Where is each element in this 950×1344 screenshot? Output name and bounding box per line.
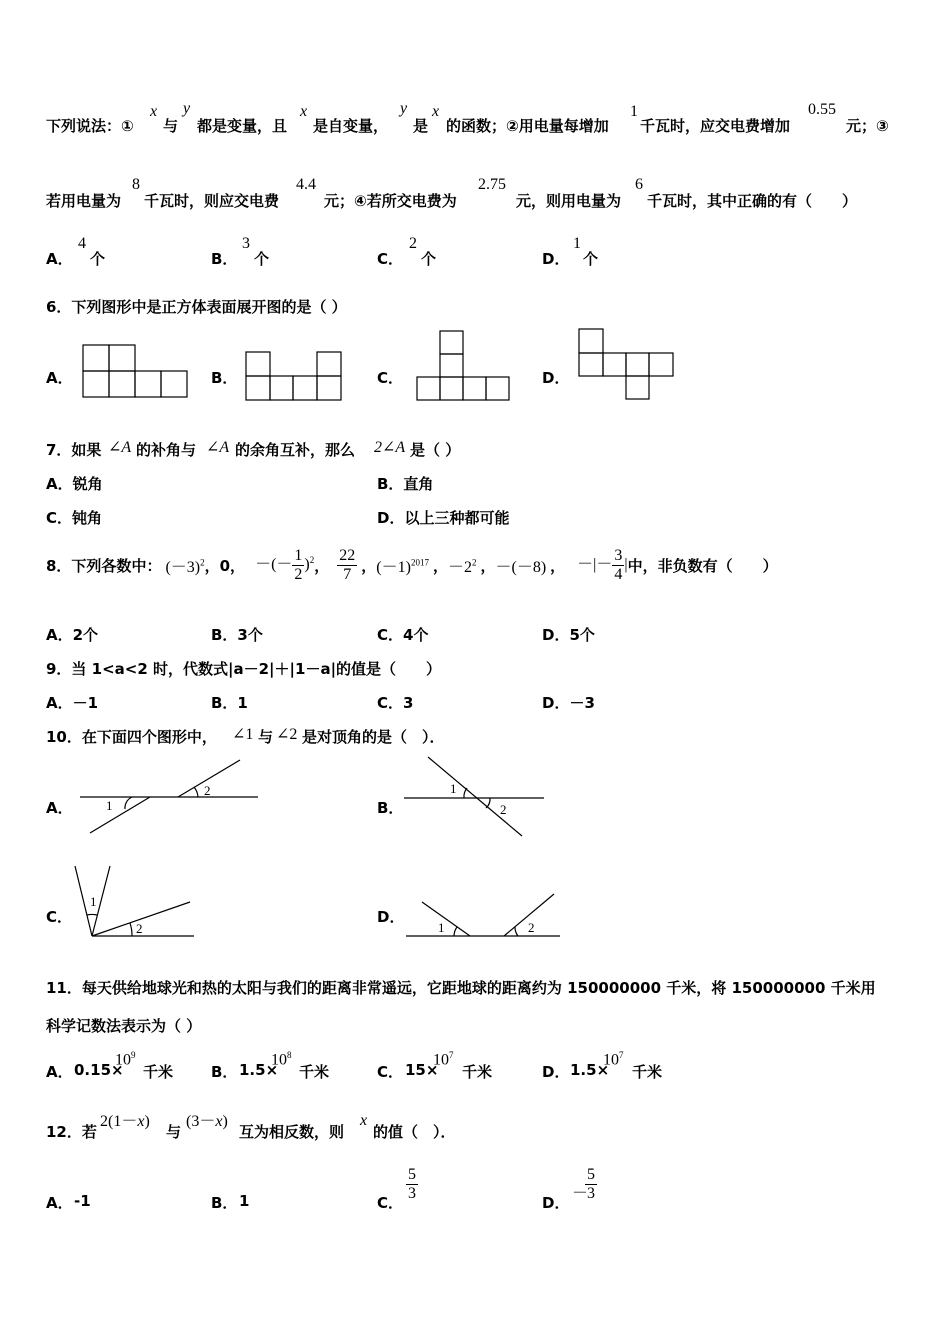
- option-value: 1: [573, 235, 581, 252]
- q7-option-a[interactable]: A．锐角: [46, 475, 103, 493]
- q5-yu: 与: [163, 117, 179, 135]
- minus-sign: －: [572, 1185, 589, 1202]
- q5-p5: 千瓦时，应交电费增加: [640, 117, 791, 135]
- comma: ，: [432, 556, 448, 575]
- q5-p4: 的函数；②用电量每增加: [446, 117, 609, 135]
- var-x: x: [300, 103, 308, 120]
- num-275: 2.75: [478, 176, 506, 193]
- q8-p1: 8．下列各数中：: [46, 556, 162, 575]
- net-figure-a: [82, 344, 188, 398]
- q9-option-d[interactable]: D．－3: [542, 694, 595, 712]
- expr-2-1-minus-x: 2(1－x): [100, 1113, 150, 1130]
- angle-mark-1: 1: [438, 920, 445, 935]
- angle-mark-2: 2: [500, 802, 507, 817]
- q8-line: [46, 540, 778, 590]
- q10-label-d[interactable]: D．: [377, 908, 405, 926]
- expr-3-minus-x: (3－x): [186, 1113, 228, 1130]
- num-055: 0.55: [808, 101, 836, 118]
- angle-mark-1: 1: [106, 798, 113, 813]
- option-unit: 个: [583, 250, 599, 268]
- net-figure-b: [245, 351, 342, 401]
- num-6: 6: [635, 176, 643, 193]
- option-unit: 千米: [632, 1063, 663, 1081]
- option-coef: 1.5×: [570, 1061, 610, 1079]
- q6-label-c[interactable]: C．: [377, 369, 404, 387]
- q10-label-a[interactable]: A．: [46, 799, 73, 817]
- option-label: D．: [542, 1194, 570, 1212]
- q5-l2d: 元，则用电量为: [516, 192, 622, 210]
- q8-option-b[interactable]: B．3个: [211, 626, 263, 644]
- angle-figure-d: [404, 890, 562, 940]
- option-label: A．: [46, 250, 73, 268]
- q7-option-d[interactable]: D．以上三种都可能: [377, 509, 510, 527]
- option-unit: 千米: [462, 1063, 493, 1081]
- q5-l2c: 元；④若所交电费为: [324, 192, 457, 210]
- option-unit: 个: [254, 250, 270, 268]
- q9-option-b[interactable]: B．1: [211, 694, 248, 712]
- angle-mark-2: 2: [136, 921, 143, 936]
- q5-p2: 都是变量，且: [197, 117, 288, 135]
- expr-neg-neg8: －(－8): [495, 558, 547, 576]
- q12-p2: 互为相反数，则: [239, 1123, 345, 1141]
- angle-figure-a: [80, 758, 260, 836]
- angle-2a: 2∠A: [374, 439, 406, 456]
- angle-figure-c: [72, 862, 196, 940]
- q7-p1: 7．如果: [46, 441, 102, 459]
- q5-l2e: 千瓦时，其中正确的有（ ）: [647, 192, 858, 210]
- angle-1: ∠1: [232, 726, 254, 743]
- option-power: $10^9$: [115, 1050, 136, 1069]
- num-8: 8: [132, 176, 140, 193]
- angle-2: ∠2: [276, 726, 298, 743]
- angle-mark-2: 2: [204, 783, 211, 798]
- q12-p3: 的值（ ）．: [373, 1123, 456, 1141]
- option-unit: 千米: [299, 1063, 330, 1081]
- q10-p2: 是对顶角的是（ ）．: [302, 728, 445, 746]
- expr-neg-half-sq: －(－ $\frac{1}{2}$ )$^2$: [255, 546, 315, 583]
- net-figure-c: [416, 330, 510, 402]
- option-value: 4: [78, 235, 86, 252]
- var-x: x: [360, 1112, 368, 1129]
- option-unit: 千米: [143, 1063, 174, 1081]
- option-coef: 1.5×: [239, 1061, 279, 1079]
- q6-label-a[interactable]: A．: [46, 369, 73, 387]
- expr-neg3-sq: $(-3)^2$: [165, 557, 205, 576]
- option-label: B．: [211, 1063, 238, 1081]
- q10-label-c[interactable]: C．: [46, 908, 73, 926]
- angle-mark-2: 2: [528, 920, 535, 935]
- option-label: A．: [46, 1194, 73, 1212]
- q5-l2a: 若用电量为: [46, 192, 122, 210]
- q11-line1: 11．每天供给地球光和热的太阳与我们的距离非常遥远，它距地球的距离约为 150000000 千米，将 150000000 千米用: [46, 979, 876, 997]
- net-figure-d: [578, 328, 674, 400]
- option-unit: 个: [90, 250, 106, 268]
- option-coef: 0.15×: [74, 1061, 124, 1079]
- q9-option-c[interactable]: C．3: [377, 694, 414, 712]
- q8-zero: ，0，: [204, 556, 246, 575]
- var-y: y: [400, 100, 408, 117]
- q10-yu: 与: [258, 728, 274, 746]
- angle-figure-b: [404, 756, 546, 838]
- q11-line2: 科学记数法表示为（ ）: [46, 1017, 202, 1035]
- option-label: D．: [542, 250, 570, 268]
- option-value: 1: [239, 1192, 250, 1210]
- option-unit: 个: [421, 250, 437, 268]
- q8-option-a[interactable]: A．2个: [46, 626, 99, 644]
- option-label: A．: [46, 1063, 73, 1081]
- q5-shi: 是: [413, 117, 429, 135]
- q8-p2: 中，非负数有（ ）: [627, 556, 778, 575]
- var-x: x: [432, 103, 440, 120]
- q6-label-d[interactable]: D．: [542, 369, 570, 387]
- q9-option-a[interactable]: A．－1: [46, 694, 99, 712]
- expr-22-7: $\frac{22}{7}$: [339, 546, 356, 583]
- expr-neg1-pow: $(-1)^{2017}$: [376, 557, 429, 576]
- fraction-5-3: $\frac{5}{3}$: [408, 1166, 416, 1202]
- q8-option-c[interactable]: C．4个: [377, 626, 429, 644]
- option-label: D．: [542, 1063, 570, 1081]
- option-value: -1: [74, 1192, 91, 1210]
- q5-p6: 元；③: [846, 117, 889, 135]
- comma: ，: [480, 556, 496, 575]
- q7-p3: 的余角互补，那么: [235, 441, 356, 459]
- option-power: $10^7$: [603, 1050, 624, 1069]
- q10-p1: 10．在下面四个图形中，: [46, 728, 217, 746]
- option-label: C．: [377, 1063, 404, 1081]
- q6-stem: 6．下列图形中是正方体表面展开图的是（ ）: [46, 298, 347, 316]
- q5-l2b: 千瓦时，则应交电费: [144, 192, 280, 210]
- q7-option-b[interactable]: B．直角: [377, 475, 434, 493]
- option-power: $10^8$: [271, 1050, 292, 1069]
- angle-a: ∠A: [108, 439, 132, 456]
- angle-mark-1: 1: [450, 781, 457, 796]
- var-y: y: [183, 100, 191, 117]
- q7-p2: 的补角与: [136, 441, 197, 459]
- q10-label-b[interactable]: B．: [377, 799, 404, 817]
- comma: ，: [314, 556, 330, 575]
- option-label: C．: [377, 250, 404, 268]
- num-44: 4.4: [296, 176, 316, 193]
- expr-neg2-sq: $-2^2$: [447, 557, 477, 576]
- comma: ，: [550, 556, 566, 575]
- option-value: 3: [242, 235, 250, 252]
- angle-a: ∠A: [206, 439, 230, 456]
- q5-p3: 是自变量，: [313, 117, 389, 135]
- option-label: B．: [211, 250, 238, 268]
- q6-label-b[interactable]: B．: [211, 369, 238, 387]
- fraction-5-3: $\frac{5}{3}$: [587, 1166, 595, 1202]
- q5-line1: 下列说法：①: [46, 117, 134, 135]
- num-1: 1: [630, 103, 638, 120]
- expr-neg-abs-3-4: －|－ $\frac{3}{4}$ |: [577, 546, 628, 583]
- q8-option-d[interactable]: D．5个: [542, 626, 595, 644]
- q7-option-c[interactable]: C．钝角: [46, 509, 103, 527]
- option-label: C．: [377, 1194, 404, 1212]
- option-value: 2: [409, 235, 417, 252]
- comma: ，: [361, 556, 377, 575]
- q9-stem: 9．当 1<a<2 时，代数式|a－2|＋|1－a|的值是（ ）: [46, 660, 442, 678]
- option-label: B．: [211, 1194, 238, 1212]
- var-x: x: [150, 103, 158, 120]
- option-power: $10^7$: [433, 1050, 454, 1069]
- angle-mark-1: 1: [90, 894, 97, 909]
- q12-yu: 与: [166, 1123, 182, 1141]
- q7-p4: 是（ ）: [410, 441, 461, 459]
- option-coef: 15×: [405, 1061, 439, 1079]
- q12-p1: 12．若: [46, 1123, 97, 1141]
